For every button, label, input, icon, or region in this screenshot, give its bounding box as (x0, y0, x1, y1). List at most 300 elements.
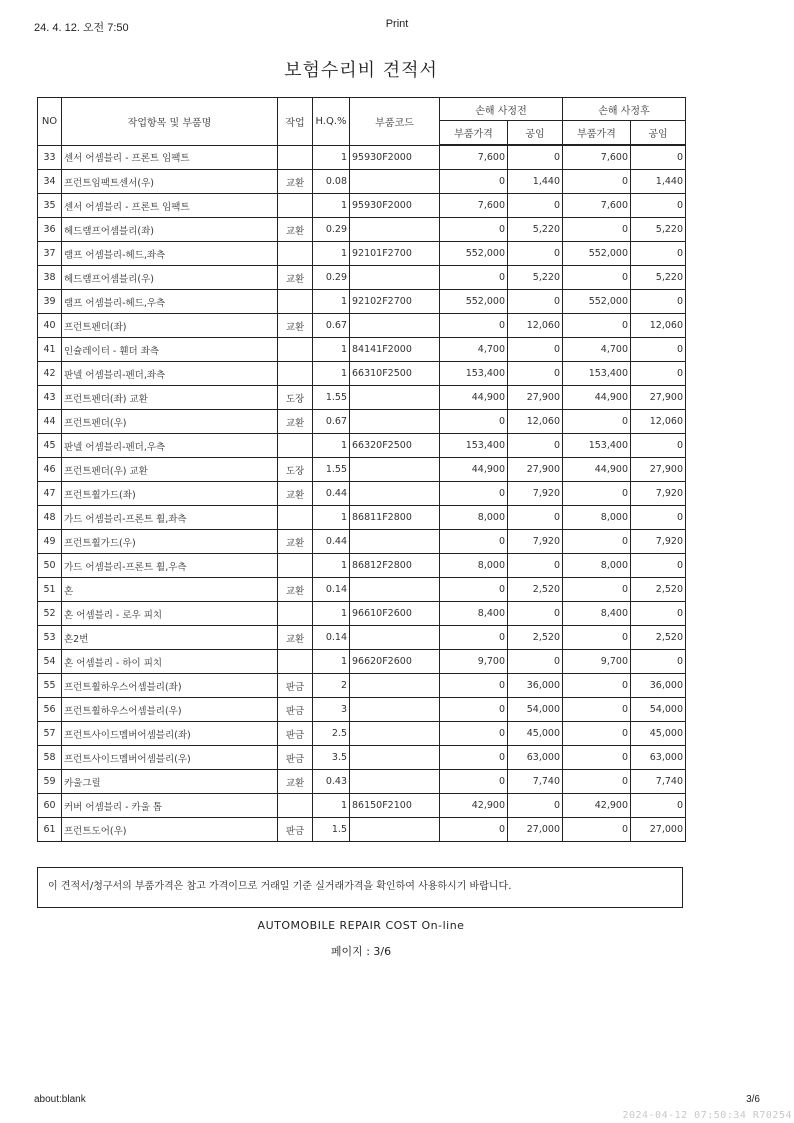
row-item-name: 가드 어셈블리-프론트 휠,좌측 (62, 506, 278, 530)
row-pre-labor: 1,440 (508, 170, 563, 194)
table-row (38, 338, 686, 362)
row-pre-part-price: 552,000 (440, 290, 508, 314)
header-hq: H.Q.% (313, 98, 350, 146)
row-no: 45 (38, 434, 62, 458)
row-item-name: 램프 어셈블리-헤드,좌측 (62, 242, 278, 266)
table-row (38, 626, 686, 650)
row-post-part-price: 4,700 (563, 338, 631, 362)
row-no: 43 (38, 386, 62, 410)
row-post-labor: 0 (631, 554, 686, 578)
row-pre-labor: 27,900 (508, 386, 563, 410)
row-item-name: 판넬 어셈블리-펜더,우측 (62, 434, 278, 458)
row-work-type: 판금 (278, 722, 313, 746)
row-no: 56 (38, 698, 62, 722)
row-part-code (350, 722, 440, 746)
print-watermark: 2024-04-12 07:50:34 R70254 (622, 1110, 792, 1121)
row-post-part-price: 0 (563, 530, 631, 554)
row-post-part-price: 0 (563, 722, 631, 746)
row-post-part-price: 0 (563, 746, 631, 770)
row-item-name: 프런트사이드멤버어셈블리(좌) (62, 722, 278, 746)
row-pre-part-price: 0 (440, 818, 508, 842)
row-post-labor: 0 (631, 362, 686, 386)
row-hq: 1 (313, 794, 350, 818)
row-pre-part-price: 0 (440, 410, 508, 434)
row-pre-part-price: 0 (440, 698, 508, 722)
row-part-code (350, 482, 440, 506)
row-pre-part-price: 42,900 (440, 794, 508, 818)
row-part-code: 84141F2000 (350, 338, 440, 362)
row-hq: 1 (313, 338, 350, 362)
row-post-labor: 7,920 (631, 530, 686, 554)
row-post-labor: 27,000 (631, 818, 686, 842)
row-pre-part-price: 0 (440, 482, 508, 506)
row-post-part-price: 153,400 (563, 434, 631, 458)
row-pre-part-price: 0 (440, 722, 508, 746)
estimate-table (37, 97, 686, 842)
row-pre-part-price: 153,400 (440, 434, 508, 458)
row-item-name: 프런트휠가드(우) (62, 530, 278, 554)
row-pre-part-price: 0 (440, 674, 508, 698)
table-row (38, 722, 686, 746)
row-work-type: 교환 (278, 626, 313, 650)
row-item-name: 가드 어셈블리-프론트 휠,우측 (62, 554, 278, 578)
table-row (38, 602, 686, 626)
row-part-code (350, 170, 440, 194)
row-hq: 3.5 (313, 746, 350, 770)
row-post-labor: 63,000 (631, 746, 686, 770)
row-item-name: 프런트휠하우스어셈블리(좌) (62, 674, 278, 698)
row-post-part-price: 0 (563, 770, 631, 794)
document-title: 보험수리비 견적서 (284, 60, 438, 81)
row-no: 33 (38, 145, 62, 170)
row-post-labor: 0 (631, 650, 686, 674)
row-post-part-price: 0 (563, 218, 631, 242)
table-row (38, 482, 686, 506)
table-row (38, 578, 686, 602)
row-post-labor: 45,000 (631, 722, 686, 746)
row-part-code: 92101F2700 (350, 242, 440, 266)
row-pre-labor: 54,000 (508, 698, 563, 722)
row-pre-labor: 5,220 (508, 218, 563, 242)
row-post-part-price: 7,600 (563, 145, 631, 170)
row-part-code (350, 218, 440, 242)
row-part-code (350, 266, 440, 290)
row-part-code: 95930F2000 (350, 145, 440, 170)
row-part-code: 86150F2100 (350, 794, 440, 818)
row-post-labor: 0 (631, 242, 686, 266)
row-hq: 0.08 (313, 170, 350, 194)
row-part-code: 66310F2500 (350, 362, 440, 386)
row-post-part-price: 0 (563, 482, 631, 506)
table-row (38, 410, 686, 434)
row-pre-part-price: 0 (440, 746, 508, 770)
row-work-type: 교환 (278, 410, 313, 434)
row-post-part-price: 0 (563, 698, 631, 722)
row-pre-labor: 12,060 (508, 410, 563, 434)
table-row (38, 458, 686, 482)
header-before-assessment: 손해 사정전 (440, 98, 563, 121)
row-hq: 1.5 (313, 818, 350, 842)
row-no: 37 (38, 242, 62, 266)
row-no: 54 (38, 650, 62, 674)
row-work-type (278, 242, 313, 266)
print-datetime: 24. 4. 12. 오전 7:50 (34, 22, 129, 34)
table-row (38, 290, 686, 314)
header-part-code: 부품코드 (350, 98, 440, 146)
row-item-name: 헤드램프어셈블리(우) (62, 266, 278, 290)
table-row (38, 554, 686, 578)
table-row (38, 698, 686, 722)
row-pre-labor: 0 (508, 362, 563, 386)
row-work-type (278, 554, 313, 578)
row-item-name: 램프 어셈블리-헤드,우측 (62, 290, 278, 314)
row-hq: 1 (313, 434, 350, 458)
table-row (38, 794, 686, 818)
row-no: 49 (38, 530, 62, 554)
row-hq: 1 (313, 290, 350, 314)
row-pre-labor: 27,000 (508, 818, 563, 842)
row-hq: 0.29 (313, 266, 350, 290)
row-no: 46 (38, 458, 62, 482)
row-work-type: 판금 (278, 818, 313, 842)
row-pre-part-price: 153,400 (440, 362, 508, 386)
row-work-type: 교환 (278, 218, 313, 242)
table-row (38, 218, 686, 242)
row-item-name: 프런트임팩트센서(우) (62, 170, 278, 194)
row-part-code: 95930F2000 (350, 194, 440, 218)
row-pre-labor: 5,220 (508, 266, 563, 290)
row-hq: 0.67 (313, 410, 350, 434)
row-work-type: 판금 (278, 698, 313, 722)
row-hq: 1 (313, 242, 350, 266)
row-pre-labor: 7,740 (508, 770, 563, 794)
row-item-name: 커버 어셈블리 - 카울 톱 (62, 794, 278, 818)
row-post-part-price: 0 (563, 170, 631, 194)
row-item-name: 혼 (62, 578, 278, 602)
table-row (38, 194, 686, 218)
row-post-part-price: 9,700 (563, 650, 631, 674)
row-pre-part-price: 8,400 (440, 602, 508, 626)
estimate-table-body (38, 145, 686, 842)
row-post-part-price: 552,000 (563, 290, 631, 314)
row-part-code: 92102F2700 (350, 290, 440, 314)
row-hq: 0.67 (313, 314, 350, 338)
row-post-part-price: 0 (563, 266, 631, 290)
row-pre-part-price: 0 (440, 314, 508, 338)
row-post-labor: 5,220 (631, 266, 686, 290)
row-pre-part-price: 0 (440, 770, 508, 794)
header-no: NO (38, 98, 62, 146)
row-no: 57 (38, 722, 62, 746)
header-item-name: 작업항목 및 부품명 (62, 98, 278, 146)
row-post-part-price: 7,600 (563, 194, 631, 218)
row-work-type: 교환 (278, 770, 313, 794)
row-pre-labor: 0 (508, 434, 563, 458)
header-pre-part-price: 부품가격 (440, 121, 508, 146)
row-no: 60 (38, 794, 62, 818)
row-pre-part-price: 7,600 (440, 194, 508, 218)
row-pre-part-price: 0 (440, 170, 508, 194)
row-pre-part-price: 0 (440, 266, 508, 290)
row-pre-labor: 0 (508, 145, 563, 170)
row-hq: 1 (313, 650, 350, 674)
row-hq: 0.43 (313, 770, 350, 794)
brand-footer: AUTOMOBILE REPAIR COST On-line (257, 919, 465, 932)
row-post-part-price: 0 (563, 578, 631, 602)
row-item-name: 프런트펜더(좌) 교환 (62, 386, 278, 410)
row-work-type: 판금 (278, 746, 313, 770)
row-work-type (278, 434, 313, 458)
table-row (38, 674, 686, 698)
row-hq: 0.44 (313, 482, 350, 506)
row-work-type: 교환 (278, 266, 313, 290)
row-part-code: 66320F2500 (350, 434, 440, 458)
row-post-part-price: 0 (563, 674, 631, 698)
row-no: 38 (38, 266, 62, 290)
row-work-type: 판금 (278, 674, 313, 698)
row-part-code (350, 698, 440, 722)
row-post-part-price: 552,000 (563, 242, 631, 266)
row-part-code (350, 458, 440, 482)
row-hq: 2.5 (313, 722, 350, 746)
row-post-part-price: 0 (563, 410, 631, 434)
row-no: 48 (38, 506, 62, 530)
row-item-name: 혼2번 (62, 626, 278, 650)
table-row (38, 266, 686, 290)
row-post-labor: 0 (631, 290, 686, 314)
row-pre-part-price: 0 (440, 626, 508, 650)
row-hq: 1.55 (313, 386, 350, 410)
row-post-labor: 54,000 (631, 698, 686, 722)
row-item-name: 프런트사이드멤버어셈블리(우) (62, 746, 278, 770)
row-work-type: 교환 (278, 314, 313, 338)
row-item-name: 카울그릴 (62, 770, 278, 794)
row-item-name: 혼 어셈블리 - 하이 피치 (62, 650, 278, 674)
row-pre-labor: 7,920 (508, 530, 563, 554)
row-no: 53 (38, 626, 62, 650)
row-no: 61 (38, 818, 62, 842)
row-post-part-price: 0 (563, 626, 631, 650)
row-pre-labor: 0 (508, 290, 563, 314)
row-pre-labor: 0 (508, 242, 563, 266)
row-hq: 1 (313, 602, 350, 626)
row-post-part-price: 0 (563, 818, 631, 842)
table-row (38, 170, 686, 194)
row-part-code: 86812F2800 (350, 554, 440, 578)
row-post-labor: 1,440 (631, 170, 686, 194)
row-pre-part-price: 0 (440, 578, 508, 602)
row-hq: 2 (313, 674, 350, 698)
row-post-labor: 12,060 (631, 410, 686, 434)
row-post-part-price: 44,900 (563, 386, 631, 410)
row-post-labor: 5,220 (631, 218, 686, 242)
row-part-code (350, 578, 440, 602)
row-part-code (350, 314, 440, 338)
row-hq: 0.14 (313, 578, 350, 602)
row-work-type (278, 602, 313, 626)
table-row (38, 434, 686, 458)
row-pre-labor: 0 (508, 338, 563, 362)
row-pre-labor: 0 (508, 794, 563, 818)
table-row (38, 145, 686, 170)
row-post-part-price: 8,000 (563, 506, 631, 530)
row-post-labor: 36,000 (631, 674, 686, 698)
row-work-type: 도장 (278, 458, 313, 482)
row-item-name: 프런트도어(우) (62, 818, 278, 842)
row-post-labor: 12,060 (631, 314, 686, 338)
row-item-name: 인슐레이터 - 휀더 좌측 (62, 338, 278, 362)
row-no: 47 (38, 482, 62, 506)
row-work-type (278, 145, 313, 170)
row-hq: 1.55 (313, 458, 350, 482)
row-pre-part-price: 44,900 (440, 458, 508, 482)
row-pre-labor: 2,520 (508, 578, 563, 602)
row-work-type: 교환 (278, 530, 313, 554)
row-post-part-price: 153,400 (563, 362, 631, 386)
table-row (38, 530, 686, 554)
row-no: 42 (38, 362, 62, 386)
row-part-code (350, 386, 440, 410)
row-post-labor: 0 (631, 145, 686, 170)
row-post-labor: 0 (631, 194, 686, 218)
row-post-labor: 0 (631, 434, 686, 458)
row-post-labor: 2,520 (631, 626, 686, 650)
row-post-labor: 0 (631, 338, 686, 362)
row-work-type (278, 794, 313, 818)
row-item-name: 헤드램프어셈블리(좌) (62, 218, 278, 242)
row-post-part-price: 42,900 (563, 794, 631, 818)
row-pre-labor: 12,060 (508, 314, 563, 338)
row-work-type: 교환 (278, 170, 313, 194)
row-pre-part-price: 7,600 (440, 145, 508, 170)
row-no: 59 (38, 770, 62, 794)
row-work-type: 도장 (278, 386, 313, 410)
header-post-part-price: 부품가격 (563, 121, 631, 146)
row-no: 55 (38, 674, 62, 698)
row-item-name: 프런트휠가드(좌) (62, 482, 278, 506)
row-part-code: 96620F2600 (350, 650, 440, 674)
row-pre-labor: 45,000 (508, 722, 563, 746)
page-indicator: 페이지 : 3/6 (330, 945, 392, 958)
row-part-code (350, 626, 440, 650)
row-work-type (278, 362, 313, 386)
row-pre-part-price: 8,000 (440, 554, 508, 578)
row-part-code: 96610F2600 (350, 602, 440, 626)
row-pre-part-price: 9,700 (440, 650, 508, 674)
table-row (38, 362, 686, 386)
row-work-type (278, 194, 313, 218)
row-item-name: 프런트펜더(우) 교환 (62, 458, 278, 482)
row-pre-labor: 2,520 (508, 626, 563, 650)
row-post-part-price: 8,000 (563, 554, 631, 578)
row-post-labor: 7,740 (631, 770, 686, 794)
row-post-part-price: 44,900 (563, 458, 631, 482)
row-pre-part-price: 8,000 (440, 506, 508, 530)
row-pre-labor: 36,000 (508, 674, 563, 698)
row-pre-labor: 0 (508, 554, 563, 578)
row-hq: 1 (313, 194, 350, 218)
row-post-part-price: 0 (563, 314, 631, 338)
print-url: about:blank (34, 1094, 86, 1105)
row-part-code (350, 818, 440, 842)
row-pre-labor: 0 (508, 194, 563, 218)
price-notice: 이 견적서/청구서의 부품가격은 참고 가격이므로 거래일 기준 실거래가격을 확인하여 사용하시기 바랍니다. (37, 867, 683, 908)
row-no: 39 (38, 290, 62, 314)
row-pre-part-price: 552,000 (440, 242, 508, 266)
row-work-type: 교환 (278, 482, 313, 506)
row-item-name: 프런트펜더(좌) (62, 314, 278, 338)
row-part-code (350, 530, 440, 554)
header-pre-labor: 공임 (508, 121, 563, 146)
row-item-name: 프런트펜더(우) (62, 410, 278, 434)
row-post-labor: 27,900 (631, 386, 686, 410)
row-part-code (350, 770, 440, 794)
row-work-type (278, 290, 313, 314)
row-post-part-price: 8,400 (563, 602, 631, 626)
row-work-type: 교환 (278, 578, 313, 602)
row-work-type (278, 650, 313, 674)
row-item-name: 센서 어셈블리 - 프론트 임팩트 (62, 194, 278, 218)
row-part-code (350, 410, 440, 434)
table-row (38, 242, 686, 266)
print-page-number: 3/6 (746, 1094, 760, 1105)
row-post-labor: 0 (631, 506, 686, 530)
table-row (38, 386, 686, 410)
table-row (38, 818, 686, 842)
table-row (38, 746, 686, 770)
row-hq: 1 (313, 506, 350, 530)
print-title: Print (385, 18, 409, 30)
row-no: 40 (38, 314, 62, 338)
row-no: 58 (38, 746, 62, 770)
row-hq: 0.14 (313, 626, 350, 650)
row-post-labor: 0 (631, 794, 686, 818)
row-pre-labor: 27,900 (508, 458, 563, 482)
table-row (38, 506, 686, 530)
row-no: 52 (38, 602, 62, 626)
row-pre-labor: 7,920 (508, 482, 563, 506)
row-item-name: 센서 어셈블리 - 프론트 임팩트 (62, 145, 278, 170)
row-no: 50 (38, 554, 62, 578)
row-no: 44 (38, 410, 62, 434)
header-post-labor: 공임 (631, 121, 686, 146)
row-part-code: 86811F2800 (350, 506, 440, 530)
row-no: 36 (38, 218, 62, 242)
row-pre-part-price: 44,900 (440, 386, 508, 410)
table-row (38, 314, 686, 338)
row-pre-part-price: 0 (440, 218, 508, 242)
header-work: 작업 (278, 98, 313, 146)
row-pre-labor: 0 (508, 650, 563, 674)
row-hq: 1 (313, 145, 350, 170)
row-item-name: 혼 어셈블리 - 로우 피치 (62, 602, 278, 626)
row-pre-labor: 0 (508, 506, 563, 530)
row-no: 51 (38, 578, 62, 602)
table-row (38, 770, 686, 794)
row-item-name: 프런트휠하우스어셈블리(우) (62, 698, 278, 722)
row-pre-labor: 63,000 (508, 746, 563, 770)
row-no: 41 (38, 338, 62, 362)
row-pre-part-price: 0 (440, 530, 508, 554)
row-hq: 0.44 (313, 530, 350, 554)
row-post-labor: 27,900 (631, 458, 686, 482)
table-row (38, 650, 686, 674)
row-no: 35 (38, 194, 62, 218)
row-item-name: 판넬 어셈블리-펜더,좌측 (62, 362, 278, 386)
row-hq: 1 (313, 554, 350, 578)
row-pre-part-price: 4,700 (440, 338, 508, 362)
row-hq: 3 (313, 698, 350, 722)
